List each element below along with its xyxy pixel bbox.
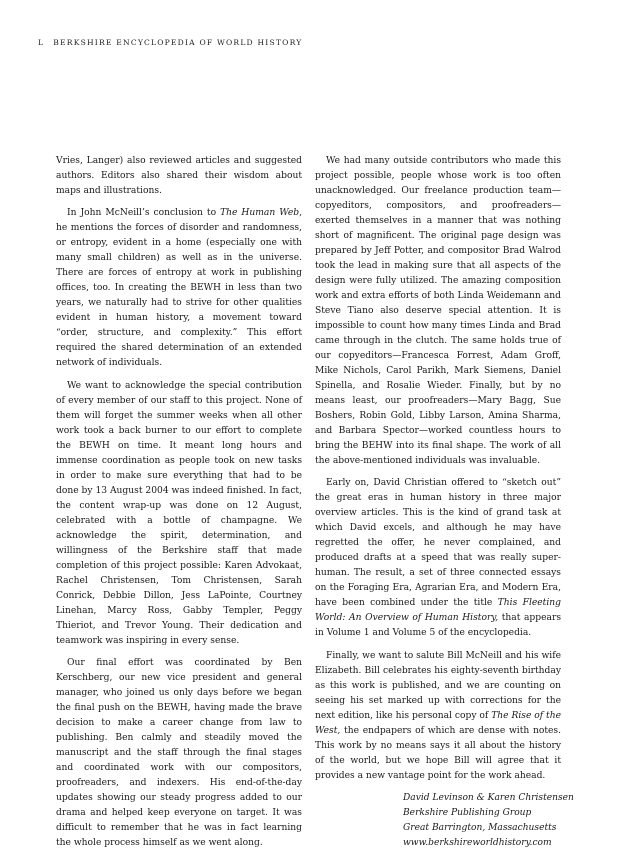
signoff-publisher: Berkshire Publishing Group <box>403 807 532 818</box>
signoff <box>315 791 574 850</box>
signoff-names: David Levinson & Karen Christensen <box>403 793 574 804</box>
paragraph <box>315 649 561 784</box>
book-title: The Human Web, <box>220 208 302 219</box>
text-run: Early on, David Christian offered to “sketch out” the great eras in human history in three major overview articles. This is the kind of grand task at which David excels, and although he may have regretted the offer, he never complained, and produced drafts at a speed that was really super-human. The result, a set of three connected essays on the Foraging Era, Agrarian Era, and Modern Era, have been combined under the title <box>315 478 561 609</box>
text-run: Finally, we want to salute Bill McNeill and his wife Elizabeth. Bill celebrates his eighty-seventh birthday as this work is published, and we are counting on seeing his set marked up with corrections for the next edition, like his personal copy of <box>315 650 561 721</box>
right-column <box>315 154 574 850</box>
paragraph: We had many outside contributors who made this project possible, people whose work is too often unacknowledged. Our freelance production team—copyeditors, compositors, and proofreaders—exerted themselves in a manner that was nothing short of magnificent. The original page design was prepared by Jeff Potter, and compositor Brad Walrod took the lead in making sure that all aspects of the design were fully utilized. The amazing composition work and extra efforts of both Linda Weidemann and Steve Tiano also deserve special attention. It is impossible to count how many times Linda and Brad came through in the clutch. The same holds true of our copyeditors—Francesca Forrest, Adam Groff, Mike Nichols, Carol Parikh, Mark Siemens, Daniel Spinella, and Rosalie Wieder. Finally, but by no means least, our proofreaders—Mary Bagg, Sue Boshers, Robin Gold, Libby Larson, Amina Sharma, and Barbara Spector—worked countless hours to bring the BEHW into its final shape. The work of all the above-mentioned individuals was invaluable. <box>315 156 561 466</box>
signoff-location: Great Barrington, Massachusetts <box>403 822 557 833</box>
book-title: This Fleeting World: An Overview of Human History, <box>315 598 561 624</box>
text-run: that appears in Volume 1 and Volume 5 of the encyclopedia. <box>315 613 561 639</box>
running-head <box>38 38 302 47</box>
paragraph: We want to acknowledge the special contribution of every member of our staff to this project. None of them will forget the summer weeks when all other work took a back burner to our effort to complete the BEWH on time. It meant long hours and immense coordination as people took on new tasks in order to make sure everything that had to be done by 13 August 2004 was indeed finished. In fact, the content wrap-up was done on 12 August, celebrated with a bottle of champagne. We acknowledge the spirit, determination, and willingness of the Berkshire staff that made completion of this project possible: Karen Advokaat, Rachel Christensen, Tom Christensen, Sarah Conrick, Debbie Dillon, Jess LaPointe, Courtney Linehan, Marcy Ross, Gabby Templer, Peggy Thieriot, and Trevor Young. Their dedication and teamwork was inspiring in every sense. <box>56 380 302 646</box>
text-run: he mentions the forces of disorder and randomness, or entropy, evident in a home (especially one with many small children) as well as in the universe. There are forces of entropy at work in publishing offices, too. In creating the BEWH in less than two years, we naturally had to strive for other qualities evident in human history, a movement toward “order, structure, and complexity.” This effort required the shared determination of an extended network of individuals. <box>56 223 302 369</box>
paragraph: Vries, Langer) also reviewed articles and suggested authors. Editors also shared their wisdom about maps and illustrations. <box>56 156 302 196</box>
running-title: BERKSHIRE ENCYCLOPEDIA OF WORLD HISTORY <box>53 38 303 47</box>
book-title: The Rise of the West, <box>315 710 561 736</box>
paragraph <box>315 476 561 641</box>
page-number: L <box>38 38 45 47</box>
left-column <box>56 154 302 859</box>
paragraph <box>56 206 302 371</box>
signoff-website: www.berkshireworldhistory.com <box>403 837 552 848</box>
text-run: In John McNeill’s conclusion to <box>67 208 221 219</box>
paragraph: Our final effort was coordinated by Ben Kerschberg, our new vice president and general manager, who joined us only days before we began the final push on the BEWH, having made the brave decision to make a career change from law to publishing. Ben calmly and steadily moved the manuscript and the staff through the final stages and coordinated work with our compositors, proofreaders, and indexers. His end-of-the-day updates showing our steady progress added to our drama and helped keep everyone on target. It was difficult to remember that he was in fact learning the whole process himself as we went along. <box>56 658 302 849</box>
text-run: the endpapers of which are dense with notes. This work by no means says it all about the history of the world, but we hope Bill will agree that it provides a new vantage point for the work ahead. <box>315 725 561 781</box>
